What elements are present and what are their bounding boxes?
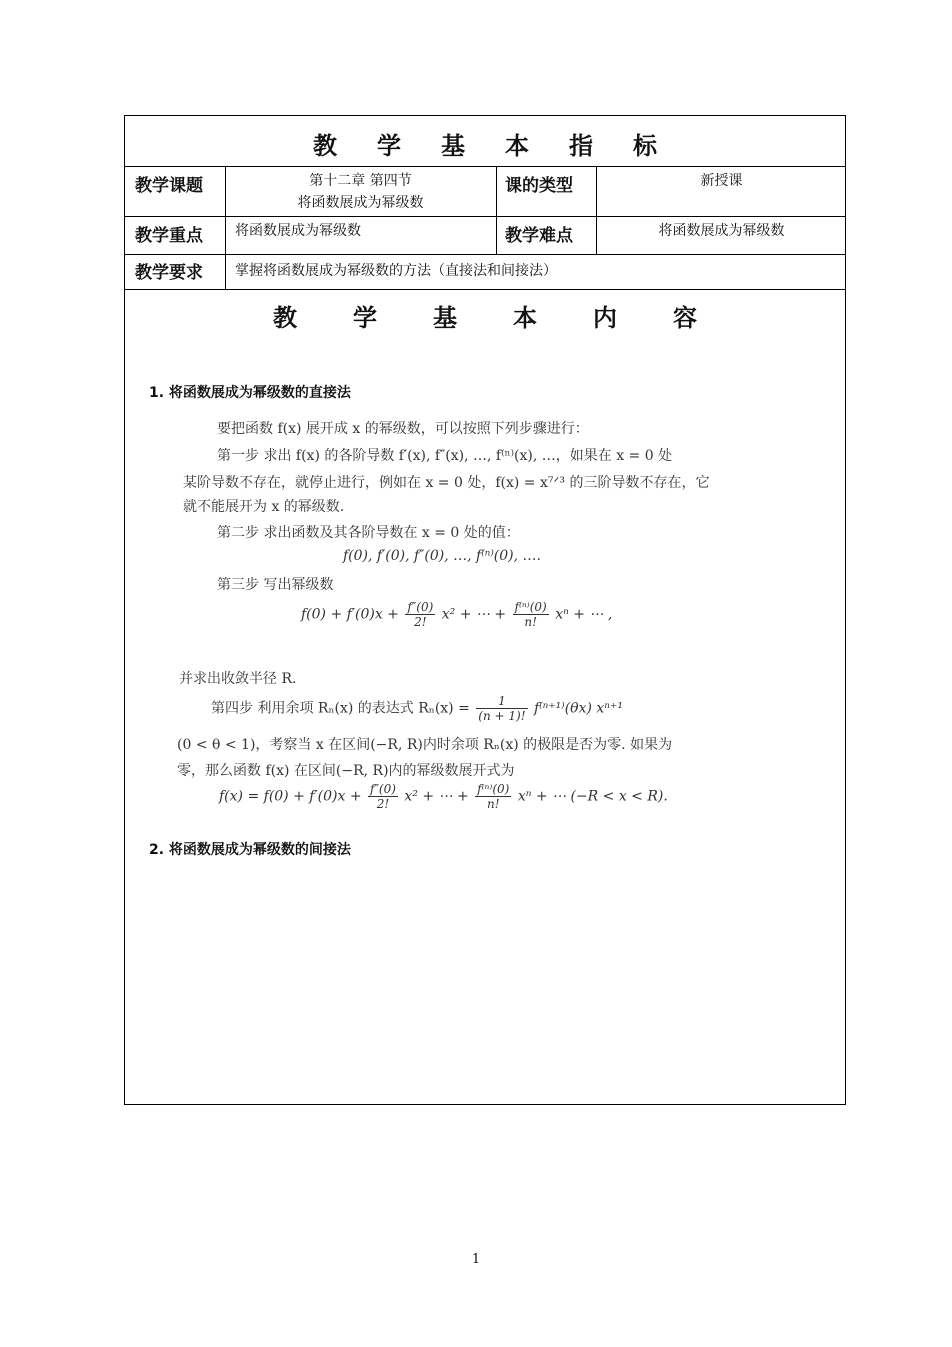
fraction-denominator: 2! [414, 615, 427, 629]
section-2-heading: 2. 将函数展成为幂级数的间接法 [149, 842, 351, 858]
expansion-formula [219, 782, 668, 811]
content-title: 教学基本内容 [273, 304, 753, 332]
fraction [513, 600, 549, 629]
topic-value [225, 170, 496, 214]
text-line: 并求出收敛半径 R. [179, 671, 297, 687]
key-label: 教学重点 [135, 226, 203, 246]
divider [125, 216, 845, 217]
divider [125, 166, 845, 167]
fraction-denominator: 2! [376, 797, 390, 811]
series-part: x² + ⋯ + [404, 788, 469, 805]
text-line: 第一步 求出 f(x) 的各阶导数 f′(x), f″(x), …, f⁽ⁿ⁾(x), …，如果在 x = 0 处 [217, 448, 673, 464]
topic-line1: 第十二章 第四节 [309, 173, 412, 189]
fraction-denominator: n! [524, 615, 537, 629]
series-part: f(x) = f(0) + f′(0)x + [219, 788, 362, 805]
fraction [475, 782, 511, 811]
text-line: 零，那么函数 f(x) 在区间(−R, R)内的幂级数展开式为 [177, 763, 515, 779]
fraction-numerator: 1 [476, 694, 527, 709]
fraction-numerator: f″(0) [407, 600, 434, 614]
type-label: 课的类型 [505, 176, 573, 196]
indicators-title: 教学基本指标 [313, 132, 697, 160]
series-part: xⁿ + ⋯ (−R < x < R). [517, 788, 668, 805]
difficult-value: 将函数展成为幂级数 [658, 223, 785, 239]
text-line: 就不能展开为 x 的幂级数. [183, 499, 345, 515]
fraction [405, 600, 435, 629]
derivative-values: f(0), f′(0), f″(0), …, f⁽ⁿ⁾(0), …. [343, 548, 541, 564]
fraction-numerator: f″(0) [370, 782, 396, 796]
topic-label: 教学课题 [135, 176, 203, 196]
series-part: xⁿ + ⋯ , [555, 606, 613, 623]
fraction-numerator: f⁽ⁿ⁾(0) [477, 782, 510, 796]
fraction-numerator: f⁽ⁿ⁾(0) [514, 600, 547, 614]
fraction [368, 782, 398, 811]
page-number: 1 [471, 1252, 481, 1267]
remainder-line [211, 694, 623, 723]
column-divider [496, 166, 497, 254]
section-1-heading: 1. 将函数展成为幂级数的直接法 [149, 385, 351, 401]
series-part: f(0) + f′(0)x + [301, 606, 399, 623]
fraction-denominator: n! [486, 797, 500, 811]
requirement-label: 教学要求 [135, 263, 203, 283]
text-line: 第三步 写出幂级数 [217, 577, 334, 593]
requirement-value: 掌握将函数展成为幂级数的方法（直接法和间接法） [235, 263, 557, 279]
divider [125, 254, 845, 255]
text-line: 某阶导数不存在，就停止进行，例如在 x = 0 处，f(x) = x⁷ᐟ³ 的三阶导数不存在，它 [183, 475, 710, 491]
fraction [476, 694, 527, 723]
series-part: x² + ⋯ + [441, 606, 507, 623]
divider [125, 289, 845, 290]
text-line: (0 < θ < 1)，考察当 x 在区间(−R, R)内时余项 Rₙ(x) 的极限是否为零. 如果为 [177, 737, 673, 753]
difficult-label: 教学难点 [505, 226, 573, 246]
text-part: f⁽ⁿ⁺¹⁾(θx) xⁿ⁺¹ [533, 700, 623, 717]
text-line: 要把函数 f(x) 展开成 x 的幂级数，可以按照下列步骤进行： [217, 421, 589, 437]
type-value: 新授课 [700, 173, 743, 189]
text-line: 第二步 求出函数及其各阶导数在 x = 0 处的值： [217, 525, 520, 541]
fraction-denominator: (n + 1)! [478, 709, 526, 723]
text-part: 第四步 利用余项 Rₙ(x) 的表达式 Rₙ(x) = [211, 700, 470, 717]
lesson-table [124, 115, 846, 1105]
topic-line2: 将函数展成为幂级数 [297, 195, 424, 211]
key-value: 将函数展成为幂级数 [235, 223, 361, 239]
power-series-formula [301, 600, 612, 629]
